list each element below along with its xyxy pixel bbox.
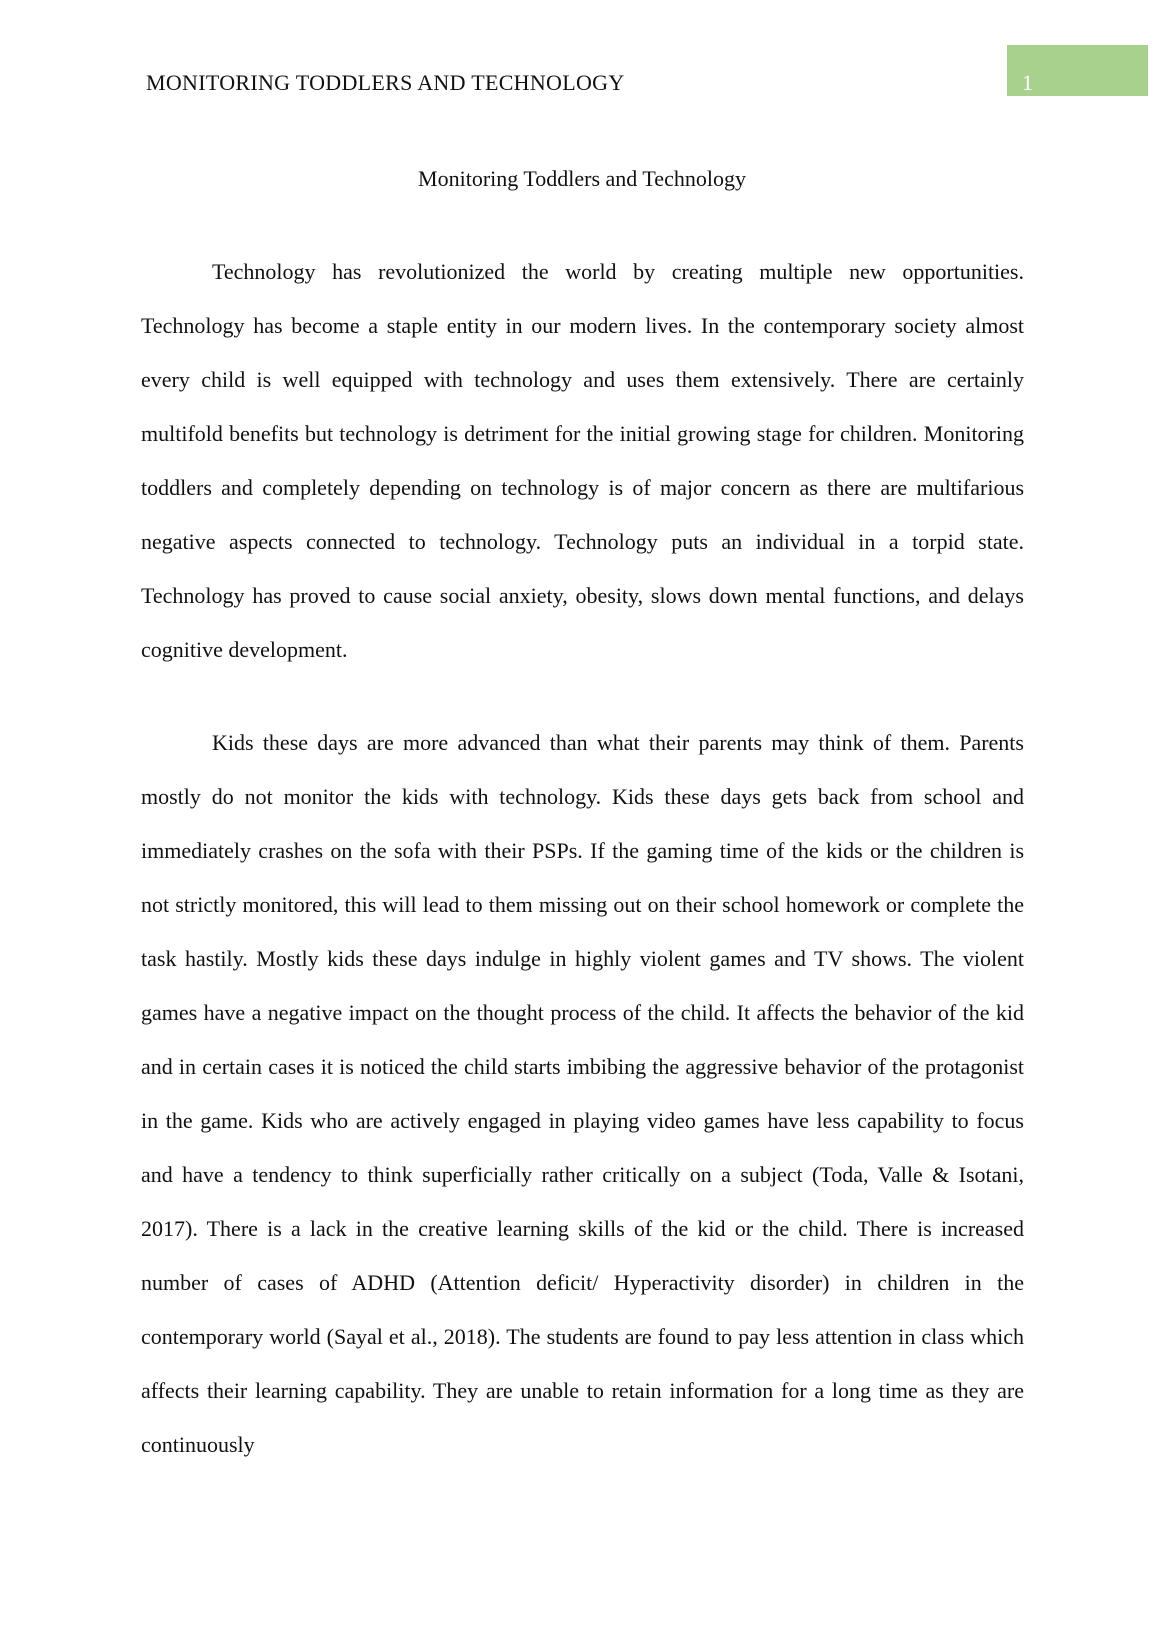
running-head: MONITORING TODDLERS AND TECHNOLOGY bbox=[146, 70, 625, 95]
document-title: Monitoring Toddlers and Technology bbox=[418, 166, 746, 191]
body-paragraph: Technology has revolutionized the world by creating multiple new opportunities. Technology has become a staple entity in our modern lives. In the contemporary society almost every child is well equipped with technology and uses them extensively. There are certainly multifold benefits but technology is detriment for the initial growing stage for children. Monitoring toddlers and completely depending on technology is of major concern as there are multifarious negative aspects connected to technology. Technology puts an individual in a torpid state. Technology has proved to cause social anxiety, obesity, slows down mental functions, and delays cognitive development. bbox=[141, 259, 1024, 662]
page-number-badge bbox=[1007, 45, 1148, 96]
body-paragraph: Kids these days are more advanced than what their parents may think of them. Parents mostly do not monitor the kids with technology. Kids these days gets back from school and immediately crashes on the sofa with their PSPs. If the gaming time of the kids or the children is not strictly monitored, this will lead to them missing out on their school homework or complete the task hastily. Mostly kids these days indulge in highly violent games and TV shows. The violent games have a negative impact on the thought process of the child. It affects the behavior of the kid and in certain cases it is noticed the child starts imbibing the aggressive behavior of the protagonist in the game. Kids who are actively engaged in playing video games have less capability to focus and have a tendency to think superficially rather critically on a subject (Toda, Valle & Isotani, 2017). There is a lack in the creative learning skills of the kid or the child. There is increased number of cases of ADHD (Attention deficit/ Hyperactivity disorder) in children in the contemporary world (Sayal et al., 2018). The students are found to pay less attention in class which affects their learning capability. They are unable to retain information for a long time as they are continuously bbox=[141, 730, 1024, 1457]
page-number: 1 bbox=[1022, 70, 1033, 95]
